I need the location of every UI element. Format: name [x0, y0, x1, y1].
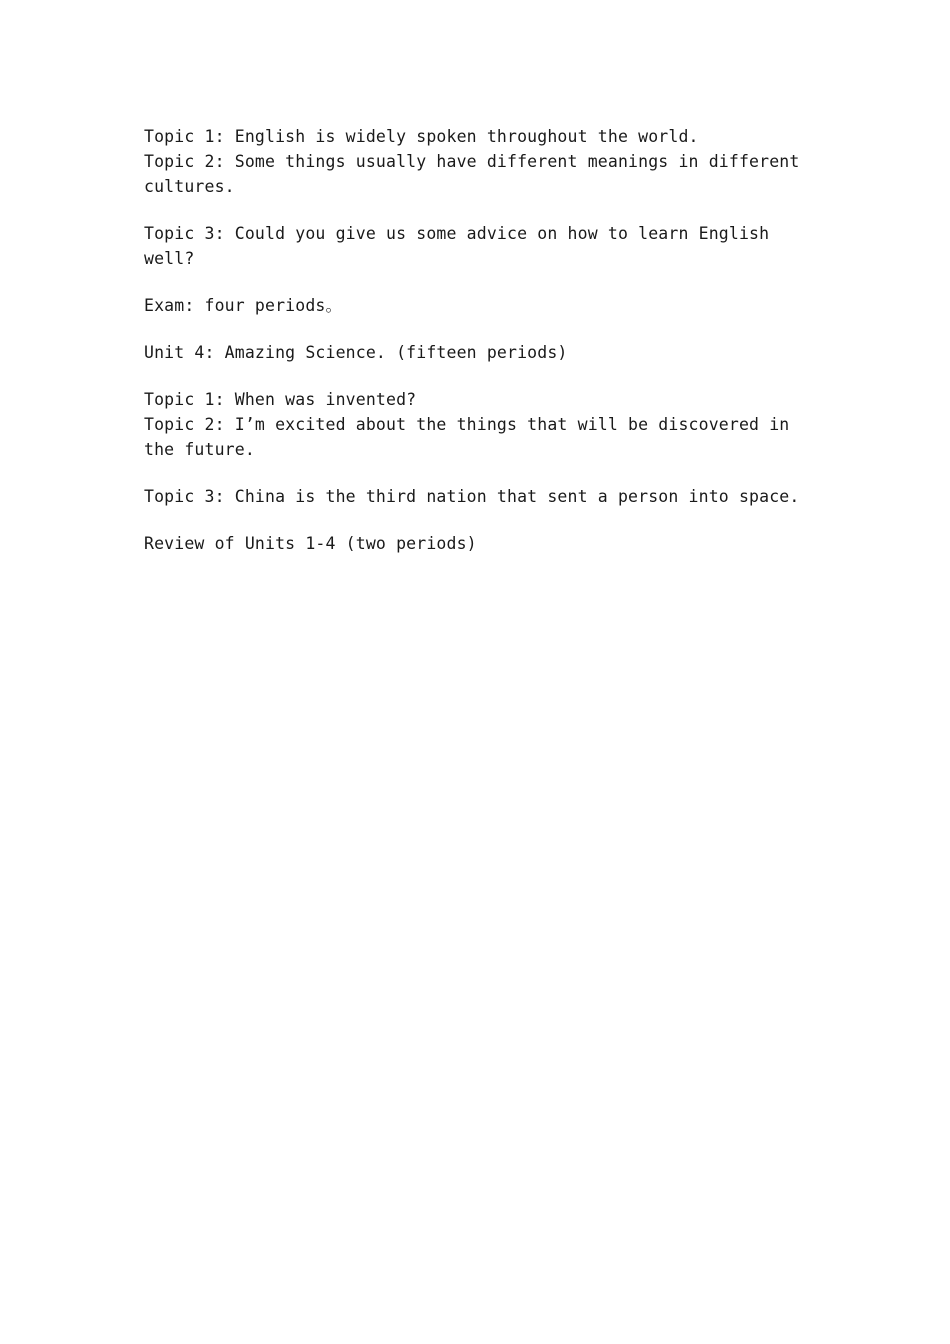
document-body	[144, 124, 824, 578]
exam-line: Exam: four periods。	[144, 296, 343, 315]
paragraph-unit4-heading	[144, 340, 824, 365]
paragraph-unit4-topics-1-2	[144, 387, 824, 462]
topic-line: Topic 3: Could you give us some advice on how to learn English well?	[144, 224, 780, 268]
topic-line: Topic 1: When was invented?	[144, 390, 417, 409]
topic-line: Topic 2: I’m excited about the things that will be discovered in the future.	[144, 415, 800, 459]
unit-heading: Unit 4: Amazing Science. (fifteen periods)	[144, 343, 568, 362]
paragraph-exam	[144, 293, 824, 318]
paragraph-unit4-topic-3	[144, 484, 824, 509]
topic-line: Topic 3: China is the third nation that sent a person into space.	[144, 487, 800, 506]
paragraph-unit3-topic-3	[144, 221, 824, 271]
review-line: Review of Units 1-4 (two periods)	[144, 534, 477, 553]
topic-line: Topic 1: English is widely spoken throughout the world.	[144, 127, 699, 146]
paragraph-unit3-topics-1-2	[144, 124, 824, 199]
topic-line: Topic 2: Some things usually have different meanings in different cultures.	[144, 152, 810, 196]
paragraph-review	[144, 531, 824, 556]
